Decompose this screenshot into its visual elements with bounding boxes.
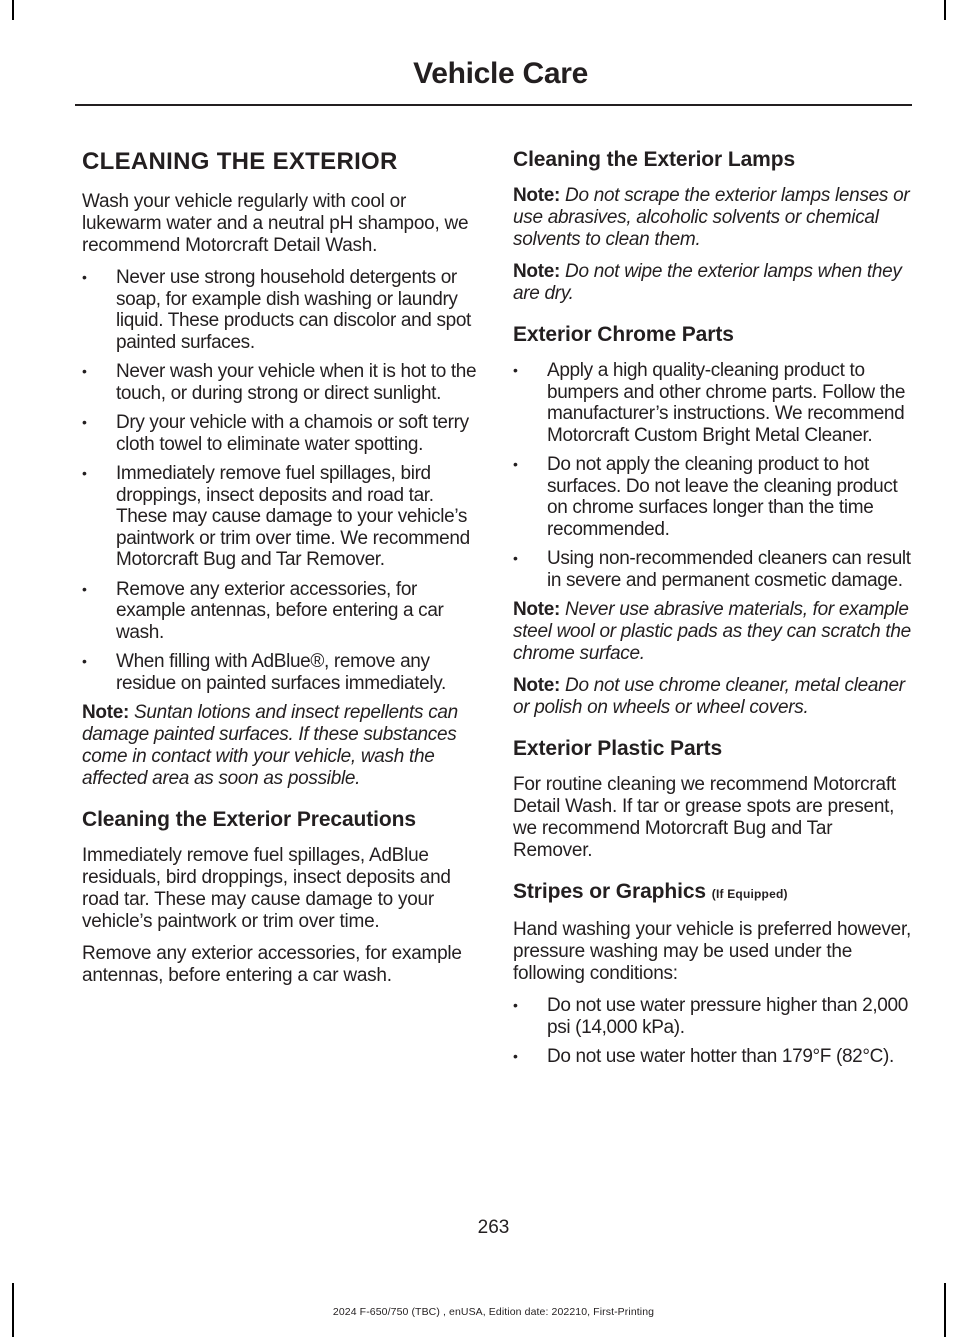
note-chrome-abrasive	[513, 599, 913, 665]
precautions-paragraph-2: Remove any exterior accessories, for example antennas, before entering a car wash.	[82, 943, 462, 986]
subheading-stripes-graphics	[513, 878, 913, 908]
note-label: Note:	[513, 185, 561, 206]
if-equipped-label: (If Equipped)	[711, 887, 788, 901]
subheading-chrome-parts: Exterior Chrome Parts	[513, 323, 734, 346]
stripes-paragraph: Hand washing your vehicle is preferred however, pressure washing may be used under the following conditions:	[513, 919, 912, 984]
section-heading-cleaning-exterior: CLEANING THE EXTERIOR	[82, 148, 398, 175]
chrome-bullet-list	[513, 360, 913, 591]
footer-edition: 2024 F-650/750 (TBC) , enUSA, Edition date: 202210, First-Printing	[332, 1306, 655, 1318]
stripes-bullet-list	[513, 995, 913, 1068]
crop-mark-top-left	[12, 0, 14, 20]
precautions-paragraph-1: Immediately remove fuel spillages, AdBlue residuals, bird droppings, insect deposits and road tar. These may cause damage to your vehicle’s paintwork or trim over time.	[82, 845, 451, 932]
note-label: Note:	[513, 599, 561, 620]
subheading-exterior-lamps: Cleaning the Exterior Lamps	[513, 148, 796, 171]
list-item: • When filling with AdBlue®, remove any residue on painted surfaces immediately.	[82, 651, 482, 694]
crop-mark-top-right	[944, 0, 946, 20]
left-column	[82, 146, 482, 997]
header-rule	[75, 104, 912, 106]
list-item: • Remove any exterior accessories, for example antennas, before entering a car wash.	[82, 579, 482, 644]
note-text: Do not wipe the exterior lamps when they are dry.	[513, 261, 902, 304]
list-item: • Dry your vehicle with a chamois or soft terry cloth towel to eliminate water spotting.	[82, 412, 482, 455]
list-item: • Do not use water pressure higher than 2,000 psi (14,000 kPa).	[513, 995, 913, 1038]
page-number: 263	[477, 1217, 510, 1238]
note-text: Suntan lotions and insect repellents can damage painted surfaces. If these substances come in contact with your vehicle, wash the affected area as soon as possible.	[82, 702, 458, 789]
note-lamps-dry	[513, 261, 913, 305]
note-text: Never use abrasive materials, for example steel wool or plastic pads as they can scratch the chrome surface.	[513, 599, 911, 664]
list-item: • Do not apply the cleaning product to hot surfaces. Do not leave the cleaning product on chrome surfaces longer than the time recommended.	[513, 454, 913, 540]
intro-paragraph: Wash your vehicle regularly with cool or lukewarm water and a neutral pH shampoo, we recommend Motorcraft Detail Wash.	[82, 191, 469, 256]
note-suntan	[82, 702, 482, 790]
list-item: • Never use strong household detergents or soap, for example dish washing or laundry liquid. These products can discolor and spot painted surfaces.	[82, 267, 482, 353]
exterior-bullet-list	[82, 267, 482, 694]
note-label: Note:	[82, 702, 130, 723]
page-header-title: Vehicle Care	[413, 57, 588, 90]
subheading-precautions: Cleaning the Exterior Precautions	[82, 808, 416, 831]
list-item: • Apply a high quality-cleaning product to bumpers and other chrome parts. Follow the manufacturer’s instructions. We recommend Motorcraft Custom Bright Metal Cleaner.	[513, 360, 913, 446]
note-label: Note:	[513, 261, 561, 282]
note-text: Do not scrape the exterior lamps lenses or use abrasives, alcoholic solvents or chemical solvents to clean them.	[513, 185, 910, 250]
note-text: Do not use chrome cleaner, metal cleaner or polish on wheels or wheel covers.	[513, 675, 905, 718]
plastic-paragraph: For routine cleaning we recommend Motorcraft Detail Wash. If tar or grease spots are present, we recommend Motorcraft Bug and Tar Remover.	[513, 774, 896, 861]
right-column	[513, 146, 913, 1076]
list-item: • Never wash your vehicle when it is hot to the touch, or during strong or direct sunlight.	[82, 361, 482, 404]
list-item: • Do not use water hotter than 179°F (82°C).	[513, 1046, 913, 1068]
stripes-heading-text: Stripes or Graphics	[513, 880, 706, 903]
list-item: • Immediately remove fuel spillages, bird droppings, insect deposits and road tar. These may cause damage to your vehicle’s paintwork or trim over time. We recommend Motorcraft Bug and Tar Remover.	[82, 463, 482, 571]
subheading-plastic-parts: Exterior Plastic Parts	[513, 737, 723, 760]
list-item: • Using non-recommended cleaners can result in severe and permanent cosmetic damage.	[513, 548, 913, 591]
note-label: Note:	[513, 675, 561, 696]
note-lamps-scrape	[513, 185, 913, 251]
note-chrome-wheels	[513, 675, 913, 719]
